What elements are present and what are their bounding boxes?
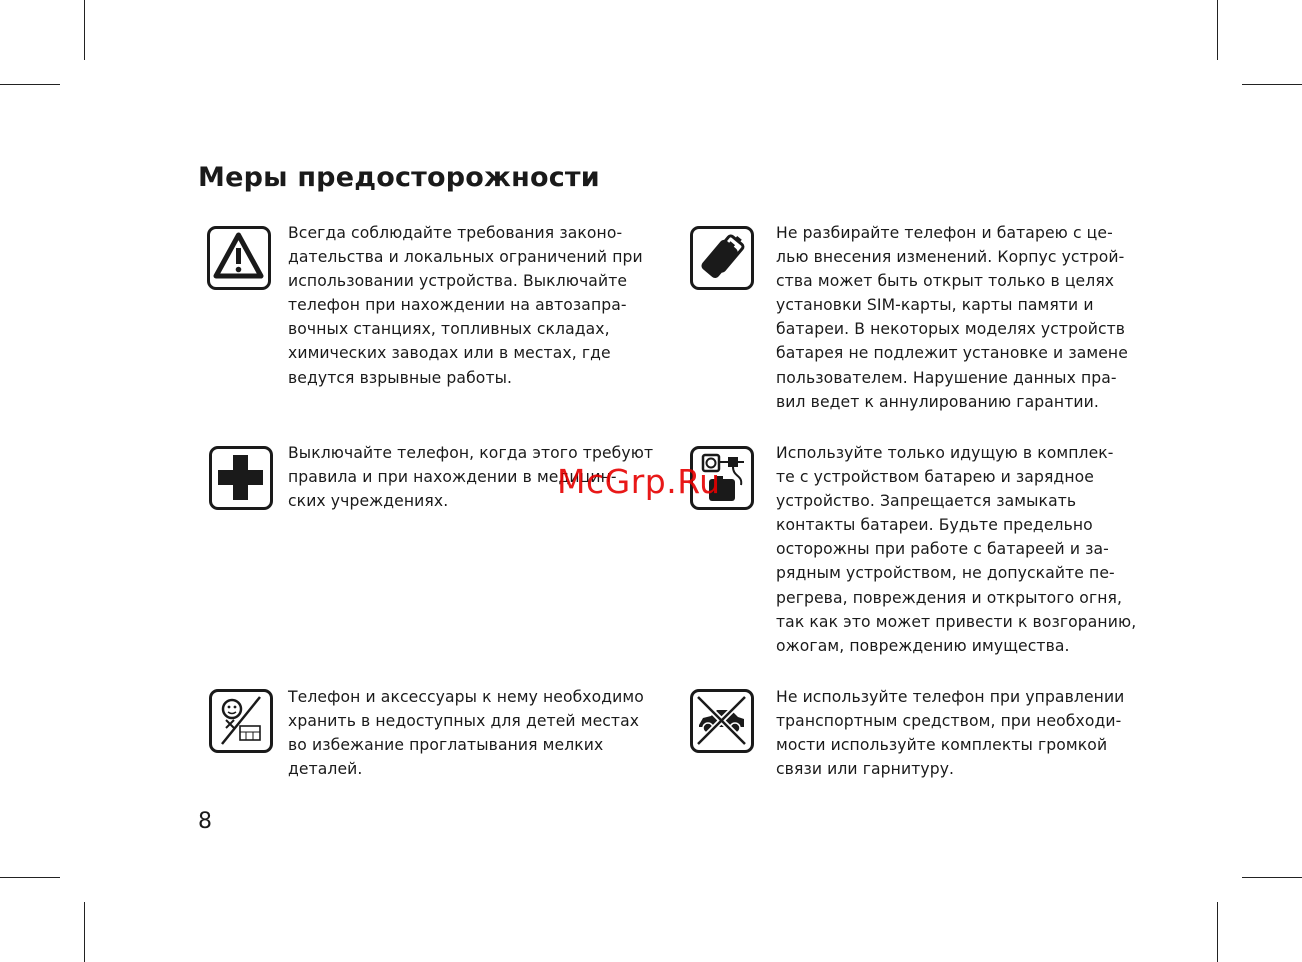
safety-text bbox=[776, 441, 1158, 658]
text-line: Выключайте телефон, когда этого требуют bbox=[288, 444, 654, 462]
no-children-icon bbox=[209, 689, 273, 753]
medical-cross-icon bbox=[209, 446, 273, 510]
text-line: хранить в недоступных для детей местах bbox=[288, 712, 640, 731]
text-line: во избежание проглатывания мелких bbox=[288, 736, 604, 755]
text-line: регрева, повреждения и открытого огня, bbox=[776, 588, 1123, 607]
text-line: вил ведет к аннулированию гарантии. bbox=[776, 392, 1099, 411]
text-line: пользователем. Нарушение данных пра- bbox=[776, 368, 1117, 387]
crop-mark bbox=[84, 0, 85, 60]
text-line: контакты батареи. Будьте предельно bbox=[776, 516, 1093, 535]
safety-text bbox=[776, 221, 1158, 414]
text-line: ведутся взрывные работы. bbox=[288, 368, 513, 387]
page-title: Меры предосторожности bbox=[198, 162, 600, 193]
text-line: лью внесения изменений. Корпус устрой- bbox=[776, 248, 1125, 267]
text-line: Телефон и аксессуары к нему необходимо bbox=[288, 688, 644, 706]
crop-mark bbox=[1217, 0, 1218, 60]
text-line: Используйте только идущую в комплек- bbox=[776, 444, 1114, 462]
text-line: правила и при нахождении в медицин- bbox=[288, 468, 617, 487]
text-line: рядным устройством, не допускайте пе- bbox=[776, 564, 1115, 583]
text-line: мости используйте комплекты громкой bbox=[776, 736, 1108, 755]
page-number: 8 bbox=[198, 809, 212, 834]
text-line: телефон при нахождении на автозапра- bbox=[288, 296, 627, 315]
text-line: вочных станциях, топливных складах, bbox=[288, 320, 610, 339]
text-line: транспортным средством, при необходи- bbox=[776, 712, 1122, 731]
text-line: химических заводах или в местах, где bbox=[288, 344, 611, 363]
text-line: использовании устройства. Выключайте bbox=[288, 272, 628, 291]
text-line: ожогам, повреждению имущества. bbox=[776, 636, 1070, 655]
text-line: деталей. bbox=[288, 760, 363, 779]
text-line: дательства и локальных ограничений при bbox=[288, 248, 643, 267]
safety-text bbox=[776, 685, 1158, 781]
text-line: Всегда соблюдайте требования законо- bbox=[288, 224, 623, 242]
watermark: McGrp.Ru bbox=[557, 462, 721, 501]
text-line: связи или гарнитуру. bbox=[776, 760, 955, 779]
crop-mark bbox=[1242, 84, 1302, 85]
crop-mark bbox=[0, 877, 60, 878]
crop-mark bbox=[1217, 902, 1218, 962]
text-line: Не используйте телефон при управлении bbox=[776, 688, 1125, 706]
text-line: осторожны при работе с батареей и за- bbox=[776, 540, 1109, 559]
crop-mark bbox=[1242, 877, 1302, 878]
warning-triangle-icon bbox=[207, 226, 271, 290]
crop-mark bbox=[84, 902, 85, 962]
no-driving-icon bbox=[690, 689, 754, 753]
safety-text bbox=[288, 221, 670, 390]
text-line: ских учреждениях. bbox=[288, 492, 449, 511]
text-line: Не разбирайте телефон и батарею с це- bbox=[776, 224, 1113, 242]
text-line: батареи. В некоторых моделях устройств bbox=[776, 320, 1126, 339]
batteries-icon bbox=[690, 226, 754, 290]
safety-text bbox=[288, 685, 670, 781]
text-line: установки SIM-карты, карты памяти и bbox=[776, 296, 1094, 315]
crop-mark bbox=[0, 84, 60, 85]
text-line: батарея не подлежит установке и замене bbox=[776, 344, 1128, 363]
text-line: ства может быть открыт только в целях bbox=[776, 272, 1115, 291]
text-line: устройство. Запрещается замыкать bbox=[776, 492, 1077, 511]
text-line: так как это может привести к возгоранию, bbox=[776, 612, 1137, 631]
text-line: те с устройством батарею и зарядное bbox=[776, 468, 1094, 487]
